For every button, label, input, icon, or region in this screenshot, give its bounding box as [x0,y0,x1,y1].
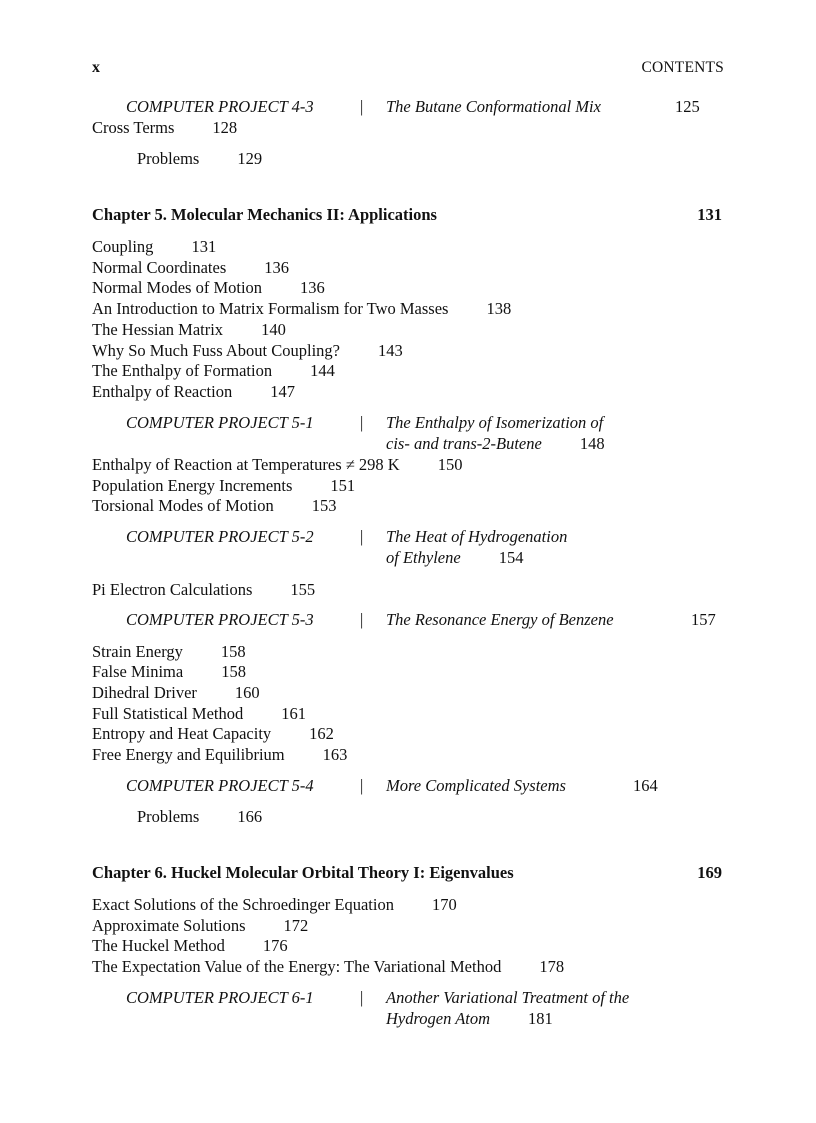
chapter-page: 169 [697,863,722,882]
page-number: x [92,59,100,76]
toc-entry-page: 153 [311,496,337,515]
toc-entry-page: 176 [262,936,288,955]
project-title: More Complicated Systems [386,776,566,795]
toc-entry-title: Population Energy Increments [92,476,293,495]
toc-entry-page: 136 [300,278,325,297]
toc-entry-title: Exact Solutions of the Schroedinger Equation [92,895,394,914]
toc-entry [92,237,216,257]
toc-entry-title: The Expectation Value of the Energy: The Variational Method [92,957,502,976]
project-separator: | [360,413,364,432]
project-page: 181 [528,1009,553,1028]
project-label: COMPUTER PROJECT 6-1 [126,988,314,1007]
toc-entry-page: 158 [221,662,246,681]
toc-entry-title: Enthalpy of Reaction [92,382,233,401]
toc-entry-title: The Enthalpy of Formation [92,361,273,380]
toc-entry-page: 155 [290,580,316,599]
toc-entry [92,724,334,744]
toc-entry-page: 136 [264,258,290,277]
toc-entry [92,455,462,475]
running-title: CONTENTS [641,59,724,76]
project-title: The Enthalpy of Isomerization of [386,413,604,432]
toc-entry [92,278,325,298]
toc-entry-title: Pi Electron Calculations [92,580,253,599]
toc-entry [92,258,289,278]
project-page: 157 [691,610,716,629]
project-title-line2: Hydrogen Atom [386,1009,491,1028]
toc-entry-title: Why So Much Fuss About Coupling? [92,341,340,360]
chapter-heading: Chapter 6. Huckel Molecular Orbital Theory I: Eigenvalues [92,863,514,882]
chapter-page: 131 [697,205,722,224]
project-title: The Butane Conformational Mix [386,97,601,116]
toc-entry-title: Free Energy and Equilibrium [92,745,285,764]
toc-entry-problems [137,807,262,827]
toc-entry [92,118,237,138]
project-label: COMPUTER PROJECT 5-2 [126,527,314,546]
toc-entry-title: Approximate Solutions [92,916,246,935]
project-page: 164 [633,776,658,795]
toc-entry-page: 151 [330,476,356,495]
project-label: COMPUTER PROJECT 5-1 [126,413,314,432]
project-label: COMPUTER PROJECT 5-3 [126,610,314,629]
toc-entry [92,496,336,516]
toc-entry-page: 128 [212,118,238,137]
toc-entry [92,936,288,956]
toc-entry-page: 170 [431,895,457,914]
project-title-continued [386,1009,553,1029]
project-separator: | [360,527,364,546]
toc-entry [92,580,315,600]
toc-entry-page: 178 [539,957,565,976]
project-page: 148 [579,434,605,453]
toc-entry-page: 144 [310,361,335,380]
toc-entry-page: 129 [237,149,263,168]
toc-entry [92,299,511,319]
chapter-heading: Chapter 5. Molecular Mechanics II: Applications [92,205,437,224]
toc-entry [92,662,246,682]
project-title-continued [386,548,523,568]
toc-entry-page: 147 [270,382,295,401]
project-label: COMPUTER PROJECT 4-3 [126,97,314,116]
project-title: The Heat of Hydrogenation [386,527,568,546]
project-label: COMPUTER PROJECT 5-4 [126,776,314,795]
toc-entry-title: Enthalpy of Reaction at Temperatures ≠ 298 K [92,455,400,474]
toc-entry-title: Problems [137,149,200,168]
toc-entry-page: 131 [191,237,217,256]
toc-entry-title: Coupling [92,237,154,256]
toc-entry [92,683,260,703]
toc-entry-title: Full Statistical Method [92,704,244,723]
project-title-continued [386,434,605,454]
project-page: 154 [498,548,524,567]
toc-entry [92,957,564,977]
project-separator: | [360,610,364,629]
toc-entry-page: 140 [261,320,286,339]
project-title-line2: of Ethylene [386,548,461,567]
toc-entry-title: Entropy and Heat Capacity [92,724,272,743]
toc-entry-title: False Minima [92,662,184,681]
toc-entry-page: 143 [377,341,403,360]
project-page: 125 [675,97,700,116]
toc-entry [92,642,246,662]
toc-entry-title: Strain Energy [92,642,183,661]
toc-entry [92,895,457,915]
toc-entry-title: Problems [137,807,200,826]
toc-entry [92,704,306,724]
toc-entry [92,916,308,936]
toc-entry-page: 160 [234,683,260,702]
toc-entry-title: Normal Coordinates [92,258,227,277]
toc-entry-page: 163 [322,745,348,764]
toc-entry-page: 166 [237,807,263,826]
toc-entry-problems [137,149,262,169]
project-separator: | [360,988,364,1007]
toc-entry-page: 138 [486,299,512,318]
toc-entry [92,361,335,381]
toc-entry-title: An Introduction to Matrix Formalism for Two Masses [92,299,449,318]
project-title: Another Variational Treatment of the [386,988,630,1007]
toc-entry [92,341,403,361]
toc-entry-title: Cross Terms [92,118,175,137]
toc-entry-page: 161 [281,704,306,723]
project-title: The Resonance Energy of Benzene [386,610,614,629]
toc-entry-title: Dihedral Driver [92,683,197,702]
toc-entry-title: Normal Modes of Motion [92,278,263,297]
toc-entry-page: 172 [283,916,309,935]
toc-entry [92,320,286,340]
toc-entry-page: 162 [309,724,334,743]
toc-entry [92,476,355,496]
toc-entry [92,382,295,402]
toc-entry-title: Torsional Modes of Motion [92,496,274,515]
project-title-line2: cis- and trans-2-Butene [386,434,542,453]
project-separator: | [360,97,364,116]
toc-entry-title: The Hessian Matrix [92,320,224,339]
toc-entry-page: 150 [437,455,463,474]
toc-entry-title: The Huckel Method [92,936,225,955]
toc-entry [92,745,347,765]
toc-entry-page: 158 [220,642,246,661]
project-separator: | [360,776,364,795]
